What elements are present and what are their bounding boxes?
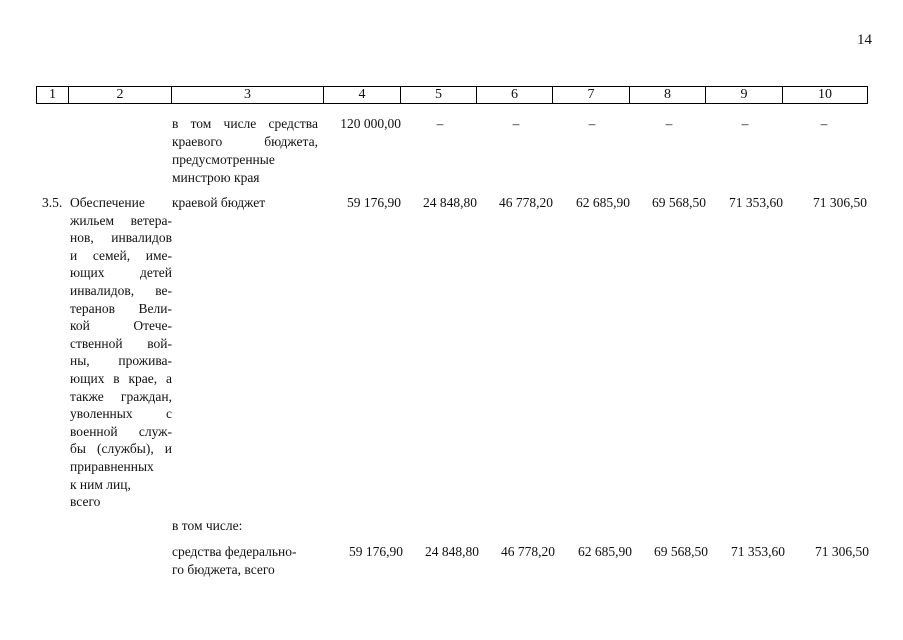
row1-value-col6: – bbox=[512, 116, 520, 131]
row1-col3-line: минстрою края bbox=[172, 170, 260, 185]
row2-col2-line: кой Отече- bbox=[70, 318, 172, 334]
row2-col2-line: ны, прожива- bbox=[70, 353, 172, 369]
row2-col2-line: бы (службы), и bbox=[70, 441, 172, 457]
header-col-1: 1 bbox=[37, 87, 69, 103]
header-col-4: 4 bbox=[324, 87, 401, 103]
header-col-7: 7 bbox=[553, 87, 630, 103]
row2-value-col6: 46 778,20 bbox=[499, 195, 553, 210]
row2-col2-line: инвалидов, ве- bbox=[70, 283, 172, 298]
header-col-5: 5 bbox=[401, 87, 477, 103]
row4-value-col6: 46 778,20 bbox=[501, 544, 555, 559]
row2-col2-line: нов, инвалидов bbox=[70, 230, 172, 246]
row1-value-col9: – bbox=[741, 116, 749, 131]
row1-value-col5: – bbox=[436, 116, 444, 131]
row2-col2-line: Обеспечение bbox=[70, 195, 145, 210]
row3-col3: в том числе: bbox=[172, 518, 243, 533]
row1-value-col4: 120 000,00 bbox=[340, 116, 401, 131]
row1-value-col7: – bbox=[588, 116, 596, 131]
row4-value-col9: 71 353,60 bbox=[731, 544, 785, 559]
row1-value-col10: – bbox=[820, 116, 828, 131]
row1-col3-line: предусмотренные bbox=[172, 152, 275, 167]
row2-value-col9: 71 353,60 bbox=[729, 195, 783, 210]
row2-number: 3.5. bbox=[42, 195, 63, 210]
row2-col2-line: ственной вой- bbox=[70, 335, 172, 351]
row1-value-col8: – bbox=[665, 116, 673, 131]
header-col-6: 6 bbox=[477, 87, 553, 103]
page-number: 14 bbox=[857, 32, 872, 48]
row2-value-col7: 62 685,90 bbox=[576, 195, 630, 210]
row2-col2-line: уволенных с bbox=[70, 406, 172, 422]
row4-value-col8: 69 568,50 bbox=[654, 544, 708, 559]
header-col-8: 8 bbox=[630, 87, 706, 103]
row4-value-col10: 71 306,50 bbox=[815, 544, 869, 559]
row2-col3: краевой бюджет bbox=[172, 195, 266, 210]
header-col-9: 9 bbox=[706, 87, 783, 103]
row4-col3-line: го бюджета, всего bbox=[172, 562, 275, 577]
row2-col2-line: ющих в крае, а bbox=[70, 371, 172, 386]
row2-col2-line: всего bbox=[70, 494, 101, 510]
row2-value-col5: 24 848,80 bbox=[423, 195, 477, 210]
row2-value-col4: 59 176,90 bbox=[347, 195, 401, 210]
row2-col2-line: к ним лиц, bbox=[70, 476, 131, 492]
row2-col2-line: приравненных bbox=[70, 459, 154, 474]
row4-value-col7: 62 685,90 bbox=[578, 544, 632, 559]
row2-col2-line: военной служ- bbox=[70, 423, 172, 439]
row2-col2-line: и семей, име- bbox=[70, 247, 172, 263]
row2-value-col8: 69 568,50 bbox=[652, 195, 706, 210]
row1-col3-line: краевого бюджета, bbox=[172, 134, 318, 149]
row4-value-col5: 24 848,80 bbox=[425, 544, 479, 559]
header-col-3: 3 bbox=[172, 87, 324, 103]
row2-col2-line: жильем ветера- bbox=[70, 212, 172, 228]
row1-col3-line: в том числе средства bbox=[172, 116, 318, 131]
header-col-2: 2 bbox=[69, 87, 172, 103]
row4-col3-line: средства федерально- bbox=[172, 544, 297, 559]
row2-col2-line: теранов Вели- bbox=[70, 300, 172, 316]
row4-value-col4: 59 176,90 bbox=[349, 544, 403, 559]
table-header-row bbox=[36, 86, 868, 104]
row2-value-col10: 71 306,50 bbox=[813, 195, 867, 210]
row2-col2-line: ющих детей bbox=[70, 265, 172, 281]
header-col-10: 10 bbox=[818, 87, 832, 102]
row2-col2-line: также граждан, bbox=[70, 388, 172, 404]
